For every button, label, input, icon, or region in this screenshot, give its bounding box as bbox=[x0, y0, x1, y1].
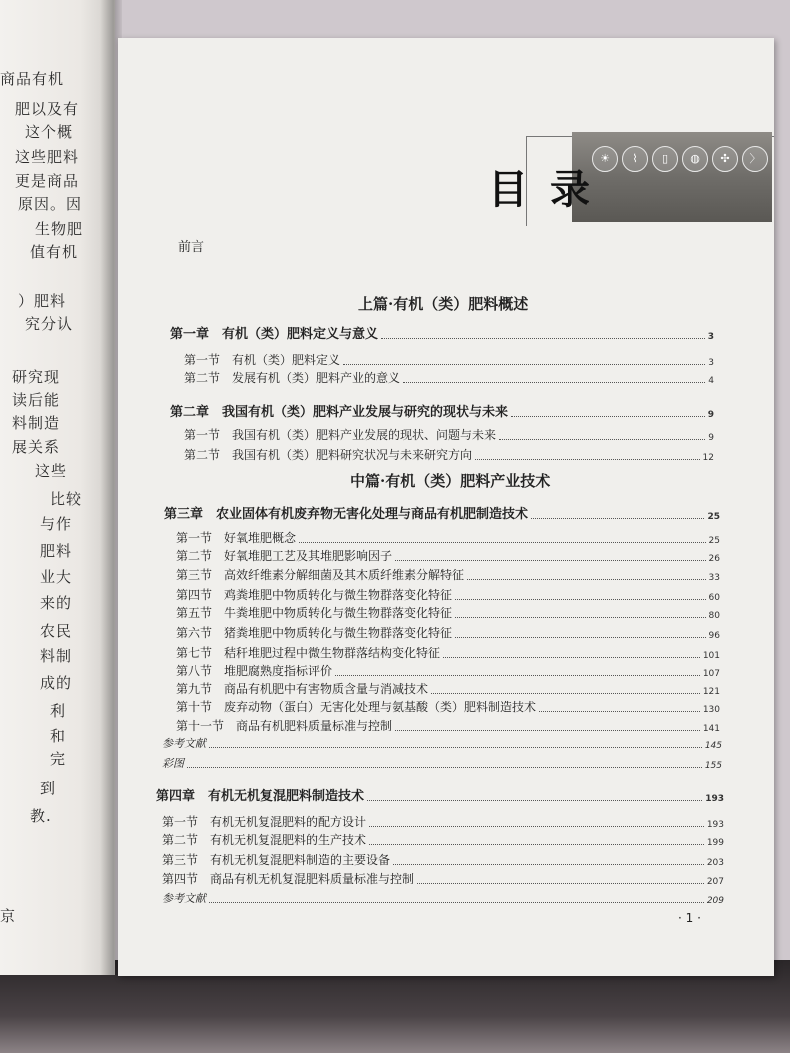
left-page-text-line: 来的 bbox=[40, 594, 73, 612]
toc-entry-label: 第六节 猪粪堆肥中物质转化与微生物群落变化特征 bbox=[176, 626, 453, 640]
left-page-text-line: 更是商品 bbox=[15, 172, 80, 190]
left-page-text-line: 比较 bbox=[50, 490, 83, 508]
toc-entry-label: 第一节 好氧堆肥概念 bbox=[176, 531, 297, 545]
toc-chapter-entry bbox=[164, 503, 720, 522]
toc-section-entry bbox=[184, 351, 714, 368]
left-page-text-line: 利 bbox=[50, 702, 67, 720]
toc-leader-dots bbox=[381, 338, 705, 339]
left-page bbox=[0, 0, 115, 975]
toc-section-entry bbox=[176, 547, 720, 564]
sun-icon: ☀ bbox=[592, 146, 618, 172]
toc-entry-label: 第三章 农业固体有机废弃物无害化处理与商品有机肥制造技术 bbox=[164, 507, 529, 522]
toc-entry-page: 4 bbox=[708, 376, 714, 386]
toc-entry-page: 9 bbox=[707, 410, 714, 420]
thermometer-icon: ▯ bbox=[652, 146, 678, 172]
toc-entry-label: 第七节 秸秆堆肥过程中微生物群落结构变化特征 bbox=[176, 646, 441, 660]
left-page-text-line: 京 bbox=[0, 907, 17, 925]
left-page-text-line: 展关系 bbox=[12, 438, 61, 456]
toc-entry-label: 第二节 我国有机（类）肥料研究状况与未来研究方向 bbox=[184, 448, 473, 462]
left-page-text-line: 原因。因 bbox=[18, 195, 83, 213]
toc-chapter-entry bbox=[170, 323, 714, 342]
toc-entry-page: 3 bbox=[708, 358, 714, 368]
left-page-text-line: 业大 bbox=[40, 568, 73, 586]
left-page-text-line: 这个概 bbox=[25, 123, 74, 141]
toc-leader-dots bbox=[187, 767, 702, 768]
toc-reference-entry bbox=[162, 755, 722, 771]
toc-section-entry bbox=[176, 717, 720, 734]
toc-entry-page: 80 bbox=[708, 611, 720, 621]
toc-entry-page: 145 bbox=[704, 741, 722, 751]
toc-entry-page: 33 bbox=[708, 573, 720, 583]
toc-leader-dots bbox=[335, 675, 700, 676]
toc-entry-page: 26 bbox=[708, 554, 720, 564]
toc-entry-label: 第十一节 商品有机肥料质量标准与控制 bbox=[176, 719, 393, 733]
toc-entry-page: 96 bbox=[708, 631, 720, 641]
toc-leader-dots bbox=[475, 459, 700, 460]
toc-entry-page: 203 bbox=[706, 858, 724, 868]
toc-entry-label: 第一节 有机无机复混肥料的配方设计 bbox=[162, 815, 367, 829]
toc-section-entry bbox=[162, 851, 724, 868]
bottle-icon: ◍ bbox=[682, 146, 708, 172]
toc-leader-dots bbox=[443, 657, 700, 658]
toc-leader-dots bbox=[343, 364, 705, 365]
left-page-text-line: 读后能 bbox=[12, 391, 61, 409]
toc-preface: 前言 bbox=[178, 240, 205, 255]
toc-chapter-entry bbox=[156, 785, 724, 804]
toc-entry-label: 第一节 我国有机（类）肥料产业发展的现状、问题与未来 bbox=[184, 428, 497, 442]
toc-entry-page: 25 bbox=[708, 536, 720, 546]
toc-entry-label: 参考文献 bbox=[162, 737, 206, 750]
molecule-icon: ✣ bbox=[712, 146, 738, 172]
left-page-text-line: ）肥料 bbox=[18, 292, 67, 310]
part-heading-1: 上篇·有机（类）肥料概述 bbox=[358, 295, 529, 313]
left-page-text-line: 生物肥 bbox=[35, 220, 84, 238]
toc-leader-dots bbox=[209, 902, 704, 903]
part-heading-2: 中篇·有机（类）肥料产业技术 bbox=[350, 472, 551, 490]
left-page-text-line: 成的 bbox=[40, 674, 73, 692]
toc-entry-label: 第二章 我国有机（类）肥料产业发展与研究的现状与未来 bbox=[170, 405, 509, 420]
toc-entry-label: 第四节 鸡粪堆肥中物质转化与微生物群落变化特征 bbox=[176, 588, 453, 602]
left-page-text-line: 农民 bbox=[40, 622, 73, 640]
toc-leader-dots bbox=[403, 382, 705, 383]
toc-entry-label: 第四章 有机无机复混肥料制造技术 bbox=[156, 789, 365, 804]
toc-section-entry bbox=[176, 698, 720, 715]
toc-section-entry bbox=[176, 586, 720, 603]
toc-entry-label: 第二节 好氧堆肥工艺及其堆肥影响因子 bbox=[176, 549, 393, 563]
toc-leader-dots bbox=[455, 637, 706, 638]
toc-section-entry bbox=[176, 604, 720, 621]
toc-entry-page: 101 bbox=[702, 651, 720, 661]
left-page-text-line: 肥以及有 bbox=[15, 100, 80, 118]
toc-leader-dots bbox=[209, 747, 702, 748]
toc-entry-label: 第八节 堆肥腐熟度指标评价 bbox=[176, 664, 333, 678]
left-page-text-line: 和 bbox=[50, 727, 67, 745]
left-page-text-line: 研究现 bbox=[12, 368, 61, 386]
toc-entry-page: 60 bbox=[708, 593, 720, 603]
toc-entry-page: 155 bbox=[704, 761, 722, 771]
toc-chapter-entry bbox=[170, 401, 714, 420]
toc-entry-page: 9 bbox=[708, 433, 714, 443]
left-page-text-line: 值有机 bbox=[30, 243, 79, 261]
page-title: 目录 bbox=[488, 167, 612, 213]
toc-leader-dots bbox=[417, 883, 704, 884]
toc-section-entry bbox=[184, 446, 714, 463]
toc-entry-page: 12 bbox=[702, 453, 714, 463]
toc-entry-page: 209 bbox=[706, 896, 724, 906]
toc-reference-entry bbox=[162, 890, 724, 906]
toc-leader-dots bbox=[455, 617, 706, 618]
toc-reference-entry bbox=[162, 735, 722, 751]
toc-leader-dots bbox=[367, 800, 702, 801]
toc-entry-label: 第五节 牛粪堆肥中物质转化与微生物群落变化特征 bbox=[176, 606, 453, 620]
toc-section-entry bbox=[162, 813, 724, 830]
toc-leader-dots bbox=[467, 579, 706, 580]
toc-entry-page: 107 bbox=[702, 669, 720, 679]
toc-entry-page: 25 bbox=[707, 512, 720, 522]
toc-entry-page: 207 bbox=[706, 877, 724, 887]
left-page-text-line: 这些 bbox=[35, 462, 68, 480]
toc-entry-label: 第二节 有机无机复混肥料的生产技术 bbox=[162, 833, 367, 847]
toc-entry-label: 第九节 商品有机肥中有害物质含量与消减技术 bbox=[176, 682, 429, 696]
toc-entry-label: 第四节 商品有机无机复混肥料质量标准与控制 bbox=[162, 872, 415, 886]
left-page-text-line: 究分认 bbox=[25, 315, 74, 333]
left-page-text-line: 到 bbox=[40, 779, 57, 797]
toc-entry-label: 第十节 废弃动物（蛋白）无害化处理与氨基酸（类）肥料制造技术 bbox=[176, 700, 537, 714]
toc-entry-label: 参考文献 bbox=[162, 892, 206, 905]
toc-entry-page: 199 bbox=[706, 838, 724, 848]
toc-entry-page: 141 bbox=[702, 724, 720, 734]
toc-section-entry bbox=[176, 529, 720, 546]
toc-leader-dots bbox=[511, 416, 705, 417]
toc-leader-dots bbox=[395, 730, 700, 731]
toc-leader-dots bbox=[299, 542, 706, 543]
toc-entry-page: 193 bbox=[706, 820, 724, 830]
toc-entry-label: 第一节 有机（类）肥料定义 bbox=[184, 353, 341, 367]
toc-leader-dots bbox=[539, 711, 700, 712]
toc-entry-label: 彩图 bbox=[162, 757, 184, 770]
toc-section-entry bbox=[176, 644, 720, 661]
left-page-text-line: 这些肥料 bbox=[15, 148, 80, 166]
left-page-text-line: 商品有机 bbox=[0, 70, 65, 88]
toc-section-entry bbox=[184, 369, 714, 386]
toc-section-entry bbox=[184, 426, 714, 443]
toc-entry-label: 第一章 有机（类）肥料定义与意义 bbox=[170, 327, 379, 342]
toc-section-entry bbox=[176, 662, 720, 679]
toc-section-entry bbox=[176, 624, 720, 641]
toc-entry-page: 3 bbox=[707, 332, 714, 342]
toc-entry-page: 130 bbox=[702, 705, 720, 715]
arrow-icon: 〉 bbox=[742, 146, 768, 172]
left-page-text-line: 与作 bbox=[40, 515, 73, 533]
toc-leader-dots bbox=[455, 599, 706, 600]
left-page-text-line: 教. bbox=[30, 807, 52, 825]
left-page-text-line: 完 bbox=[50, 750, 67, 768]
left-page-text-line: 肥料 bbox=[40, 542, 73, 560]
toc-leader-dots bbox=[531, 518, 704, 519]
toc-entry-label: 第二节 发展有机（类）肥料产业的意义 bbox=[184, 371, 401, 385]
toc-section-entry bbox=[162, 831, 724, 848]
toc-entry-page: 193 bbox=[705, 794, 724, 804]
toc-section-entry bbox=[176, 566, 720, 583]
toc-entry-page: 121 bbox=[702, 687, 720, 697]
toc-entry-label: 第三节 高效纤维素分解细菌及其木质纤维素分解特征 bbox=[176, 568, 465, 582]
page-number: · 1 · bbox=[678, 911, 701, 925]
toc-leader-dots bbox=[369, 826, 704, 827]
toc-section-entry bbox=[176, 680, 720, 697]
toc-leader-dots bbox=[431, 693, 700, 694]
toc-leader-dots bbox=[499, 439, 705, 440]
drop-icon: ⌇ bbox=[622, 146, 648, 172]
left-page-text-line: 料制 bbox=[40, 647, 73, 665]
toc-section-entry bbox=[162, 870, 724, 887]
toc-leader-dots bbox=[393, 864, 704, 865]
toc-leader-dots bbox=[395, 560, 706, 561]
toc-leader-dots bbox=[369, 844, 704, 845]
right-page bbox=[118, 38, 774, 976]
left-page-text-line: 料制造 bbox=[12, 414, 61, 432]
toc-entry-label: 第三节 有机无机复混肥料制造的主要设备 bbox=[162, 853, 391, 867]
